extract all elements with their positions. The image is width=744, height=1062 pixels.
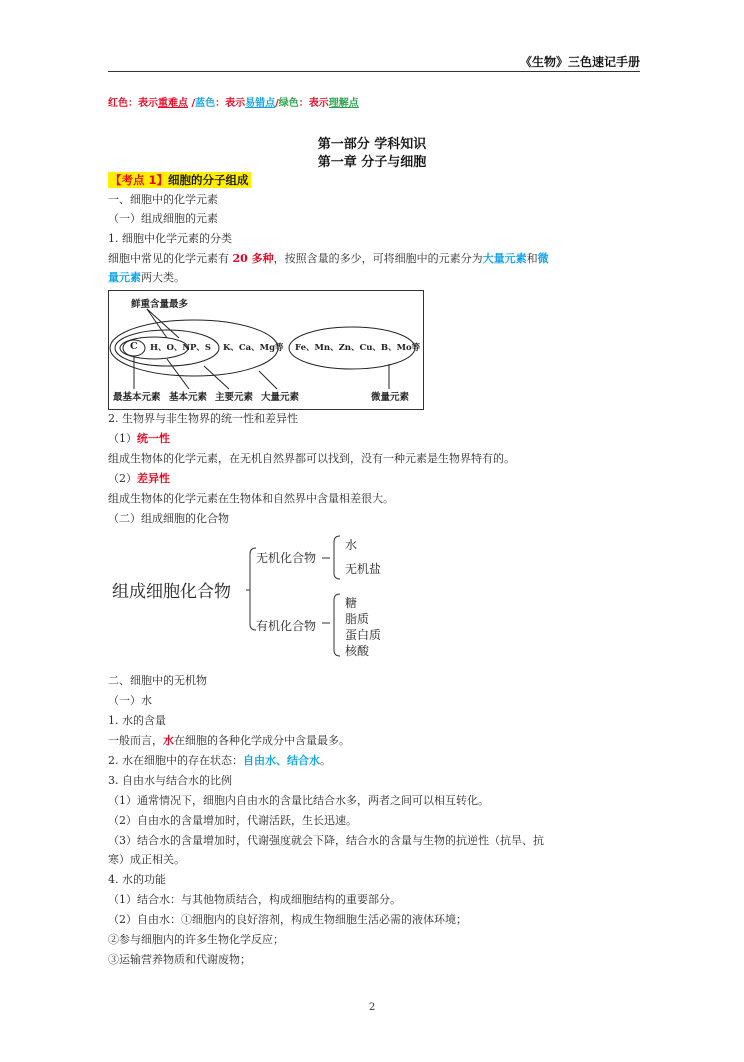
compound-sugar: 糖 — [345, 596, 358, 610]
compound-root: 组成细胞化合物 — [112, 582, 231, 602]
element-hon: H、O、N — [150, 343, 191, 353]
highlight-blue: 微 — [537, 252, 549, 265]
element-label-basic: 基本元素 — [169, 392, 208, 403]
element-label-basic-most: 最基本元素 — [113, 392, 161, 403]
text-line — [108, 472, 170, 486]
legend-blue-label: 蓝色 — [195, 98, 216, 109]
text-line: 一、细胞中的化学元素 — [108, 193, 218, 206]
text-line — [108, 754, 331, 768]
text-line — [108, 432, 170, 446]
text-segment: 2. 水在细胞中的存在状态： — [108, 754, 243, 767]
element-classification-diagram — [108, 290, 424, 410]
highlight-red: 20 多种 — [232, 252, 274, 265]
legend-sep-2: / — [275, 98, 279, 109]
text-segment: 在细胞的各种化学成分中含量最多。 — [174, 734, 350, 747]
element-label-main: 主要元素 — [215, 392, 254, 403]
keypoint-heading — [108, 172, 251, 188]
element-kcamg: K、Ca、Mg等 — [223, 343, 284, 353]
text-segment: 。 — [320, 754, 331, 767]
text-line — [108, 252, 549, 266]
part-title: 第一部分 学科知识 — [317, 137, 427, 152]
legend-blue-term: 易错点 — [245, 98, 276, 109]
keypoint-prefix: 【考点 1】 — [110, 173, 169, 187]
element-c: C — [130, 341, 138, 352]
text-segment: ，按照含量的多少，可将细胞中的元素分为 — [273, 252, 483, 265]
text-line: （1）通常情况下，细胞内自由水的含量比结合水多，两者之间可以相互转化。 — [108, 794, 489, 807]
text-line: （二）组成细胞的化合物 — [108, 512, 229, 525]
page-number: 2 — [368, 1002, 376, 1013]
legend-blue-mid: ：表示 — [215, 98, 246, 109]
highlight-red: 差异性 — [137, 472, 170, 485]
element-top-label: 鲜重含量最多 — [131, 299, 189, 310]
text-line: 1. 水的含量 — [108, 714, 166, 727]
text-line: 组成生物体的化学元素，在无机自然界都可以找到，没有一种元素是生物界特有的。 — [108, 452, 515, 465]
text-line: 寒）成正相关。 — [108, 853, 185, 866]
text-line: 2. 生物界与非生物界的统一性和差异性 — [108, 412, 298, 425]
legend-green-label: 绿色 — [278, 98, 299, 109]
compound-lipid: 脂质 — [345, 612, 370, 626]
text-line: 组成生物体的化学元素在生物体和自然界中含量相差很大。 — [108, 492, 394, 505]
compound-nucleic-acid: 核酸 — [345, 644, 370, 658]
compound-tree-diagram — [108, 528, 408, 668]
color-legend — [108, 94, 359, 109]
text-segment: （1） — [108, 432, 137, 445]
compound-water: 水 — [345, 538, 358, 552]
compound-protein: 蛋白质 — [345, 628, 382, 642]
legend-green-mid: ：表示 — [298, 98, 329, 109]
highlight-blue: 量元素 — [108, 271, 141, 284]
text-segment: 细胞中常见的化学元素有 — [108, 252, 233, 265]
highlight-red: 水 — [163, 734, 174, 747]
text-segment: 一般而言， — [108, 734, 163, 747]
text-line: 3. 自由水与结合水的比例 — [108, 774, 232, 787]
legend-red-label: 红色：表示 — [108, 98, 158, 109]
element-label-macro: 大量元素 — [261, 392, 300, 403]
header-divider — [108, 71, 640, 72]
text-line: ③运输营养物质和代谢废物； — [108, 953, 251, 966]
text-line: （2）自由水：①细胞内的良好溶剂，构成生物细胞生活必需的液体环境； — [108, 913, 467, 926]
text-line: 二、细胞中的无机物 — [108, 674, 207, 687]
compound-organic: 有机化合物 — [256, 619, 317, 633]
text-line — [108, 734, 350, 748]
header-title: 《生物》三色速记手册 — [519, 55, 640, 69]
legend-green-term: 理解点 — [328, 98, 359, 109]
highlight-red: 统一性 — [137, 432, 170, 445]
element-ps: P、S — [190, 343, 212, 353]
text-line: （3）结合水的含量增加时，代谢强度就会下降，结合水的含量与生物的抗逆性（抗旱、抗 — [108, 834, 544, 847]
text-line: （一）组成细胞的元素 — [108, 212, 218, 225]
text-line: 4. 水的功能 — [108, 873, 166, 886]
text-segment: 两大类。 — [141, 271, 185, 284]
text-line: （一）水 — [108, 694, 152, 707]
keypoint-text: 细胞的分子组成 — [168, 173, 249, 187]
compound-inorganic-salt: 无机盐 — [345, 562, 382, 576]
text-line: ②参与细胞内的许多生物化学反应； — [108, 933, 284, 946]
legend-sep-1: / — [188, 98, 196, 109]
text-line: （1）结合水：与其他物质结合，构成细胞结构的重要部分。 — [108, 893, 401, 906]
legend-red-term: 重难点 — [158, 98, 188, 109]
element-micro: Fe、Mn、Zn、Cu、B、Mo等 — [295, 343, 421, 353]
highlight-blue: 大量元素 — [482, 252, 527, 265]
text-segment: 和 — [526, 252, 538, 265]
text-line: （2）自由水的含量增加时，代谢活跃，生长迅速。 — [108, 814, 357, 827]
text-line: 1. 细胞中化学元素的分类 — [108, 232, 232, 245]
text-line — [108, 271, 185, 285]
text-segment: （2） — [108, 472, 137, 485]
compound-inorganic: 无机化合物 — [256, 551, 317, 565]
element-label-micro: 微量元素 — [371, 392, 410, 403]
chapter-title: 第一章 分子与细胞 — [317, 155, 427, 170]
highlight-blue: 自由水、结合水 — [243, 754, 320, 767]
